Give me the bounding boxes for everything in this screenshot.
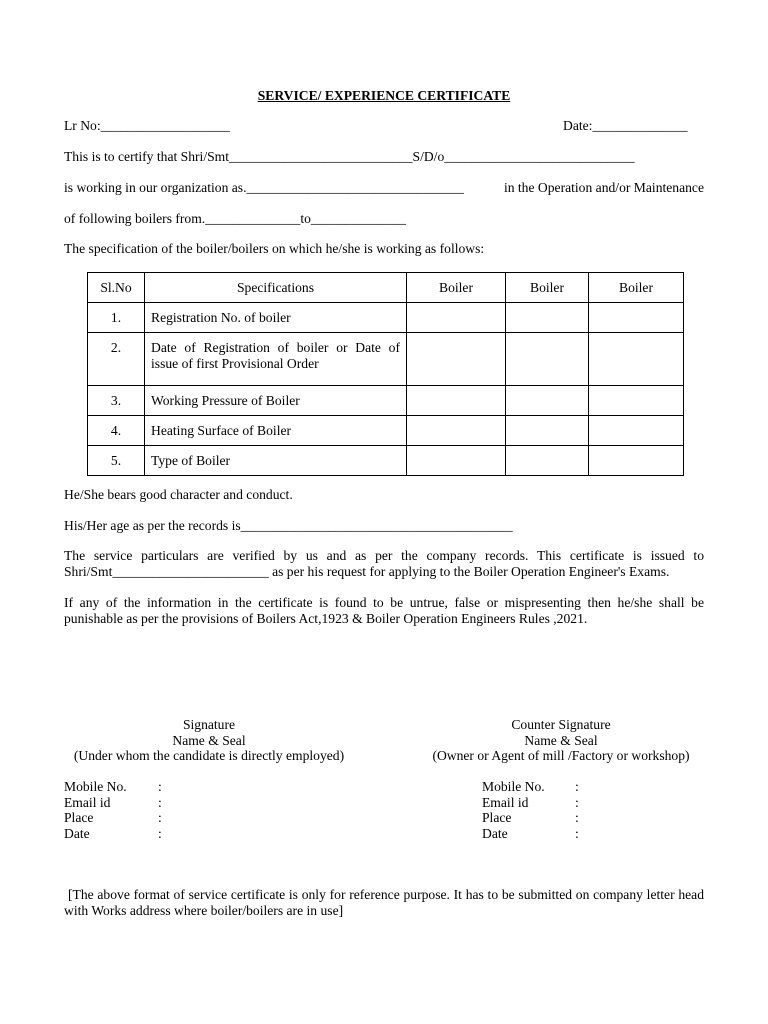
boiler-1-cell[interactable]: [407, 446, 506, 476]
boiler-3-cell[interactable]: [589, 446, 684, 476]
boiler-1-cell[interactable]: [407, 333, 506, 386]
employer-description: (Under whom the candidate is directly employed): [73, 748, 345, 763]
boiler-2-cell[interactable]: [506, 303, 589, 333]
header-boiler-2: Boiler: [506, 273, 589, 303]
boiler-1-cell[interactable]: [407, 303, 506, 333]
row-specification: Working Pressure of Boiler: [145, 386, 407, 416]
header-specifications: Specifications: [145, 273, 407, 303]
boiler-3-cell[interactable]: [589, 386, 684, 416]
row-specification: Type of Boiler: [145, 446, 407, 476]
table-row: [88, 446, 684, 476]
row-specification: Date of Registration of boiler or Date of issue of first Provisional Order: [145, 333, 407, 386]
boiler-1-cell[interactable]: [407, 386, 506, 416]
certificate-page: [64, 0, 704, 1024]
right-date-label: Date: [482, 825, 508, 841]
untrue-paragraph: If any of the information in the certificate is found to be untrue, false or mispresenting then he/she shall be punishable as per the provisions of Boilers Act,1923 & Boiler Operation Engineers Rules ,2021.: [64, 595, 704, 626]
left-mobile-colon: :: [158, 779, 162, 794]
signature-label: Signature: [182, 717, 236, 732]
row-number: 2.: [88, 333, 145, 386]
left-email-colon: :: [158, 794, 162, 810]
boiler-3-cell[interactable]: [589, 416, 684, 446]
table-row: [88, 303, 684, 333]
lr-no-field: Lr No:___________________: [64, 118, 230, 133]
row-specification: Heating Surface of Boiler: [145, 416, 407, 446]
boiler-spec-table: [87, 272, 684, 476]
table-row: [88, 333, 684, 386]
left-place-label: Place: [64, 810, 94, 825]
header-boiler-3: Boiler: [589, 273, 684, 303]
row-number: 1.: [88, 303, 145, 333]
counter-signature-label: Counter Signature: [511, 717, 611, 732]
boiler-2-cell[interactable]: [506, 333, 589, 386]
right-mobile-label: Mobile No.: [482, 779, 545, 794]
footer-note: [The above format of service certificate is only for reference purpose. It has to be submitted on company letter head with Works address where boiler/boilers are in use]: [64, 887, 704, 918]
right-place-colon: :: [575, 810, 579, 825]
left-date-label: Date: [64, 825, 90, 841]
right-email-colon: :: [575, 794, 579, 810]
certificate-title: SERVICE/ EXPERIENCE CERTIFICATE: [257, 88, 511, 103]
working-line-designation: is working in our organization as.________________________________: [64, 180, 464, 195]
right-email-label: Email id: [482, 794, 529, 810]
counter-signature-block: [418, 717, 704, 764]
header-boiler-1: Boiler: [407, 273, 506, 303]
boiler-2-cell[interactable]: [506, 446, 589, 476]
right-date-colon: :: [575, 825, 579, 841]
left-place-colon: :: [158, 810, 162, 825]
table-row: [88, 416, 684, 446]
right-place-label: Place: [482, 810, 512, 825]
boilers-from-line: of following boilers from.______________to______________: [64, 211, 407, 226]
character-statement: He/She bears good character and conduct.: [64, 487, 293, 502]
boiler-1-cell[interactable]: [407, 416, 506, 446]
working-line-operation: in the Operation and/or Maintenance: [503, 180, 704, 195]
boiler-3-cell[interactable]: [589, 333, 684, 386]
boiler-2-cell[interactable]: [506, 386, 589, 416]
name-seal-label: Name & Seal: [524, 732, 598, 748]
row-number: 3.: [88, 386, 145, 416]
verification-paragraph: The service particulars are verified by us and as per the company records. This certificate is issued to Shri/Smt_______________________ as per his request for applying to the Boiler Operation Engineer's Exams.: [64, 548, 704, 579]
row-number: 4.: [88, 416, 145, 446]
row-number: 5.: [88, 446, 145, 476]
header-slno: Sl.No: [88, 273, 145, 303]
boiler-2-cell[interactable]: [506, 416, 589, 446]
certify-line: This is to certify that Shri/Smt___________________________S/D/o____________________________: [64, 149, 635, 164]
boiler-3-cell[interactable]: [589, 303, 684, 333]
date-field: Date:______________: [563, 118, 688, 133]
table-row: [88, 386, 684, 416]
left-email-label: Email id: [64, 794, 111, 810]
owner-description: (Owner or Agent of mill /Factory or workshop): [432, 748, 690, 763]
name-seal-label: Name & Seal: [172, 732, 246, 748]
left-date-colon: :: [158, 825, 162, 841]
table-header-row: [88, 273, 684, 303]
row-specification: Registration No. of boiler: [145, 303, 407, 333]
age-line: His/Her age as per the records is________________________________________: [64, 518, 513, 533]
left-mobile-label: Mobile No.: [64, 779, 127, 794]
employer-signature-block: [64, 717, 354, 764]
right-mobile-colon: :: [575, 779, 579, 794]
spec-intro: The specification of the boiler/boilers on which he/she is working as follows:: [64, 241, 485, 256]
